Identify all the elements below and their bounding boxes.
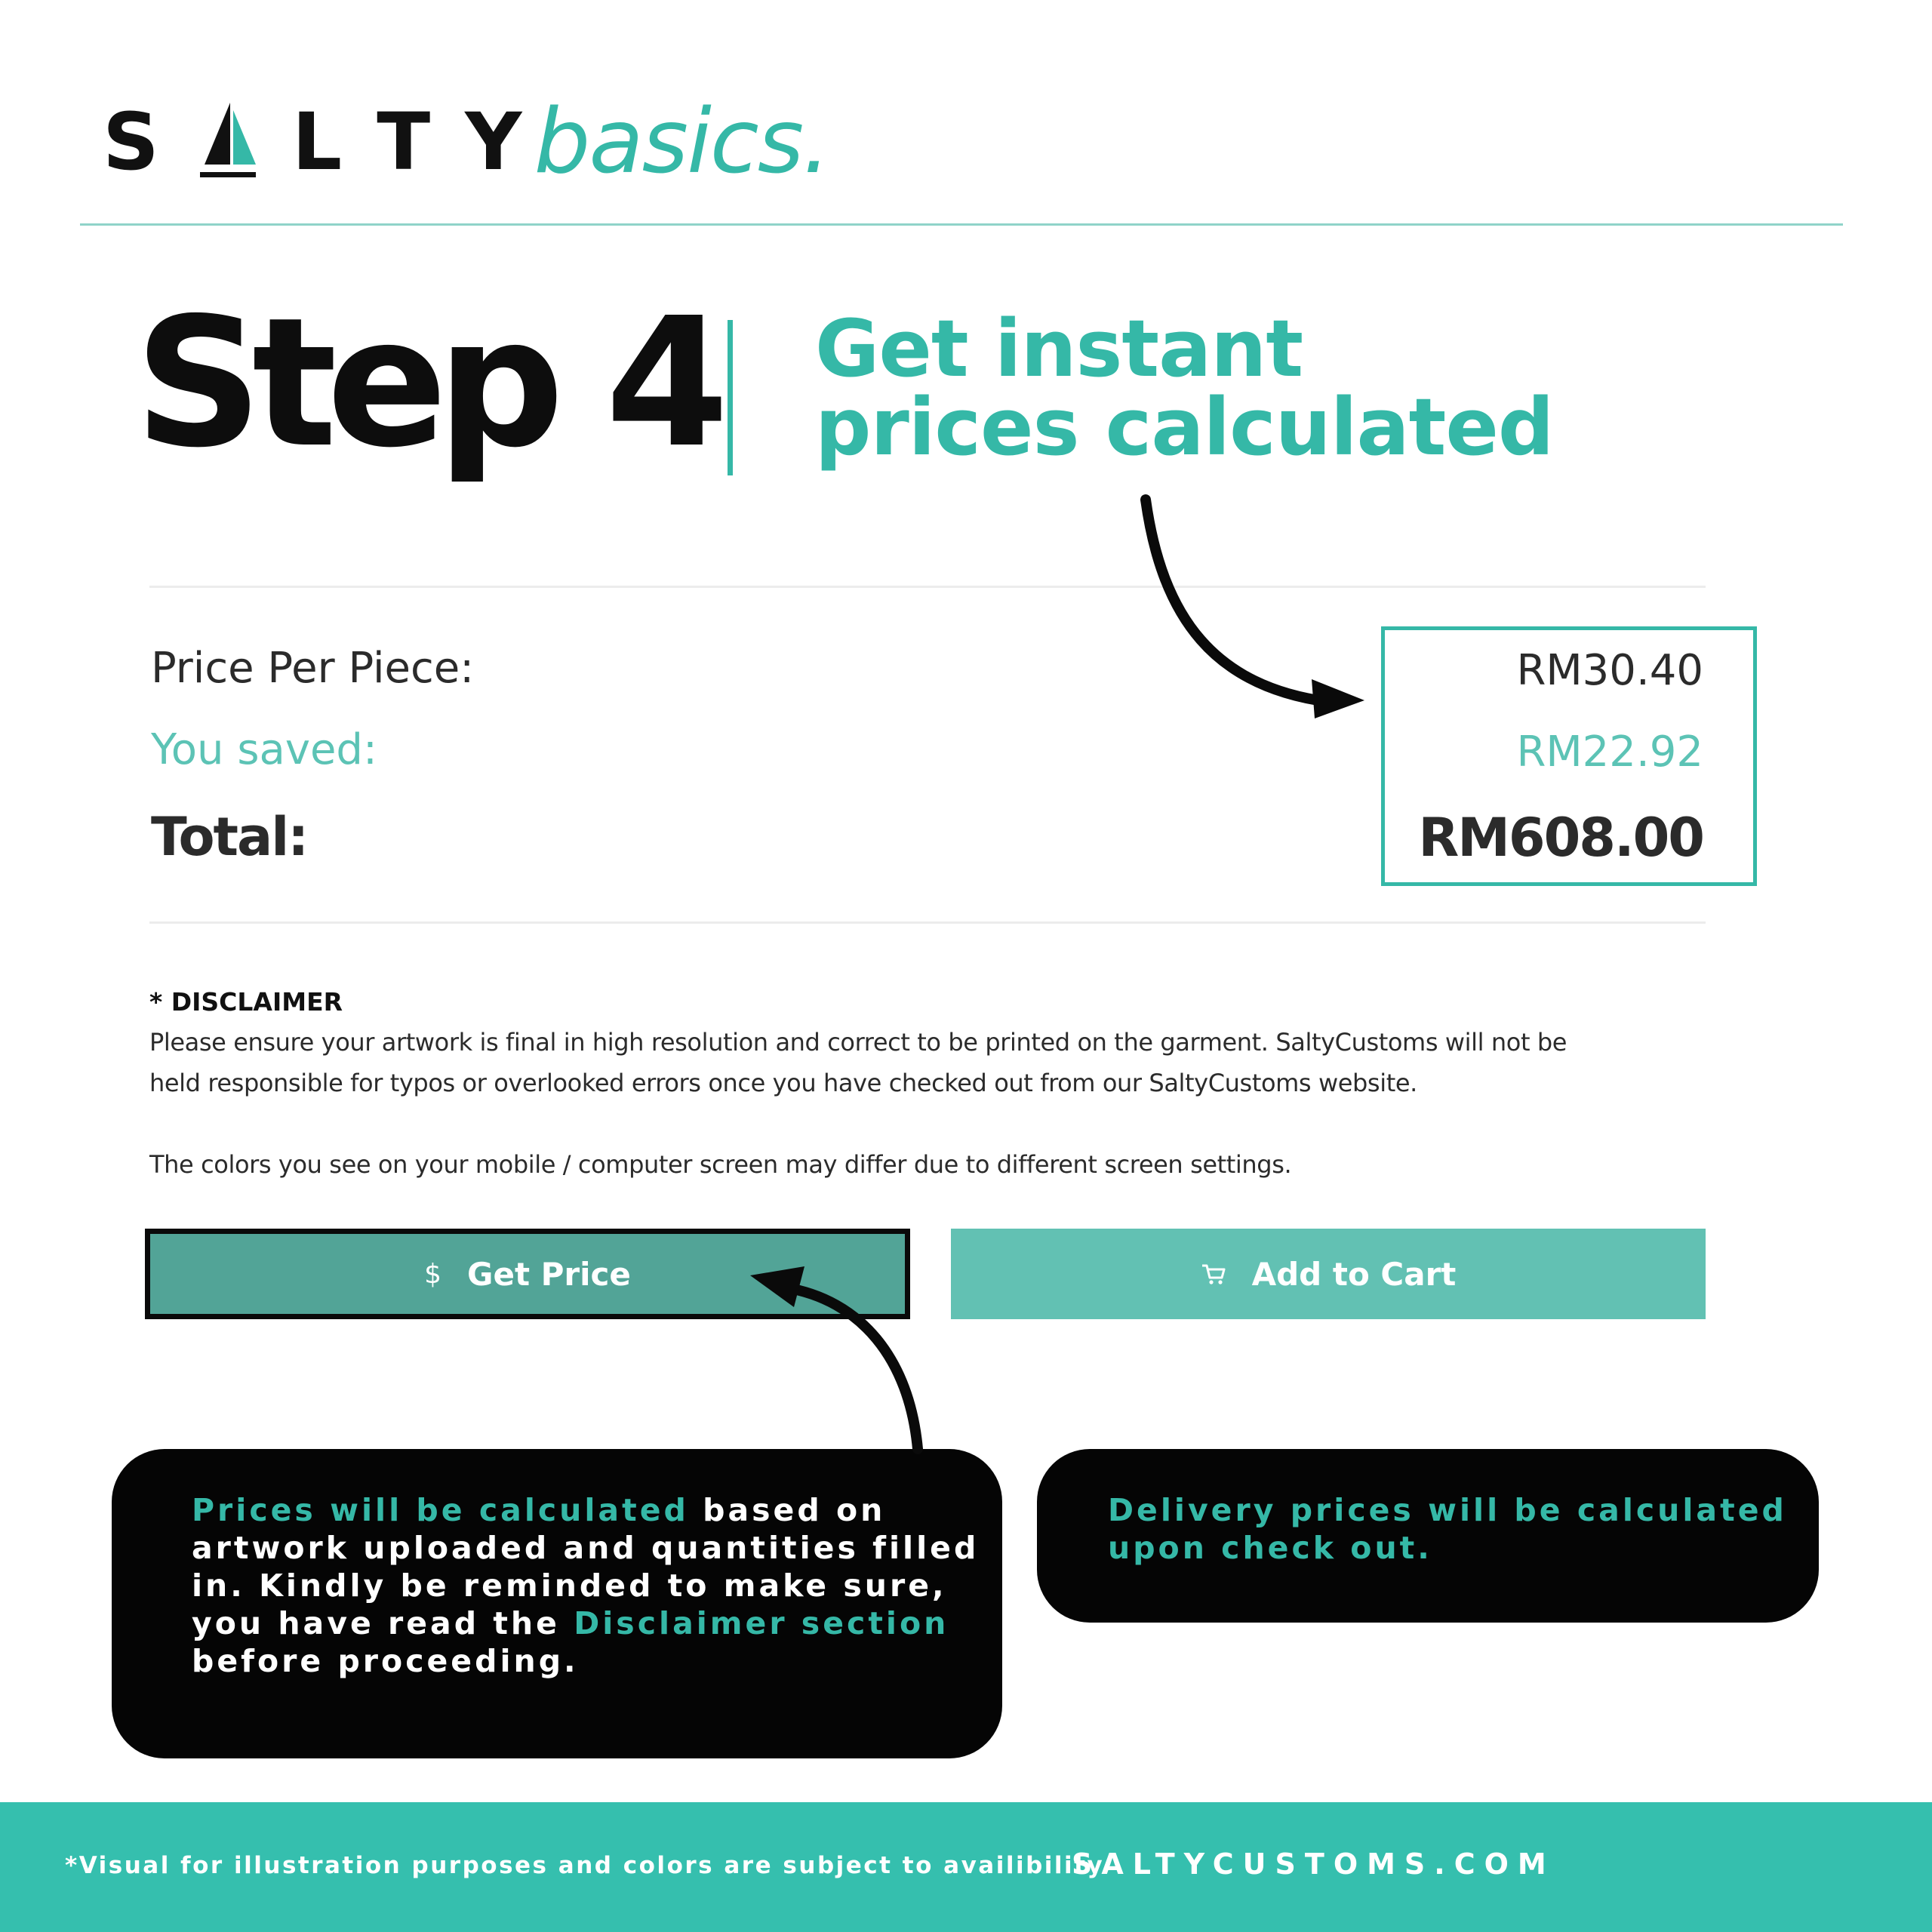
sail-icon [194,100,259,181]
logo-letter-s: S [103,96,159,188]
footer-note: *Visual for illustration purposes and colors are subject to availibility [65,1852,1105,1879]
footer-website-link[interactable]: SALTYCUSTOMS.COM [1072,1847,1555,1881]
callout-left-line4 [192,1604,972,1642]
header-divider [80,223,1843,226]
total-label: Total: [151,806,308,868]
cart-icon [1201,1263,1226,1285]
price-per-piece-label: Price Per Piece: [151,644,475,693]
logo-wordmark [103,96,522,188]
logo-letter-l: L [291,96,343,188]
disclaimer-text-line2: held responsible for typos or overlooked errors once you have checked out from our SaltyCustoms website. [149,1069,1417,1097]
get-price-button[interactable] [145,1229,910,1319]
callout-right-line2: upon check out. [1108,1530,1432,1566]
disclaimer-text-line1: Please ensure your artwork is final in high resolution and correct to be printed on the garment. SaltyCustoms will not be [149,1028,1567,1057]
step-subtitle-line2: prices calculated [815,381,1554,473]
add-to-cart-label: Add to Cart [1251,1255,1457,1293]
dollar-icon: $ [424,1258,441,1290]
callout-left-highlight1: Prices will be calculated [192,1492,689,1528]
pricing-top-divider [149,586,1706,588]
you-saved-value: RM22.92 [1516,728,1703,777]
callout-left-line5: before proceeding. [192,1643,579,1679]
callout-right-line1: Delivery prices will be calculated [1108,1492,1787,1528]
price-highlight-box [1381,626,1757,886]
footer-bar [0,1802,1932,1932]
logo-letter-y: Y [465,96,522,188]
step-subtitle [815,303,1554,473]
price-per-piece-value: RM30.40 [1516,646,1703,695]
logo-script: basics. [534,89,829,193]
callout-left-line1-rest: based on [688,1492,886,1528]
price-calculation-callout [112,1449,1002,1758]
delivery-callout [1037,1449,1819,1623]
callout-left-line1 [192,1491,972,1529]
add-to-cart-button[interactable] [951,1229,1706,1319]
pricing-bottom-divider [149,921,1706,924]
you-saved-label: You saved: [151,725,377,774]
callout-left-line2: artwork uploaded and quantities filled [192,1530,980,1566]
brand-logo [103,75,829,193]
callout-left-highlight2: Disclaimer section [574,1605,949,1641]
logo-letter-t: T [377,96,431,188]
disclaimer-colors-note: The colors you see on your mobile / computer screen may differ due to different screen settings. [149,1150,1292,1179]
disclaimer-title: * DISCLAIMER [149,987,343,1017]
get-price-label: Get Price [466,1255,631,1293]
callout-left-line4-pre: you have read the [192,1605,574,1641]
callout-left-line3: in. Kindly be reminded to make sure, [192,1567,947,1604]
step-divider [728,320,733,475]
arrow-to-prices [1146,500,1364,718]
step-title: Step 4 [134,279,719,487]
step-subtitle-line1: Get instant [815,303,1303,395]
total-value: RM608.00 [1418,807,1703,869]
